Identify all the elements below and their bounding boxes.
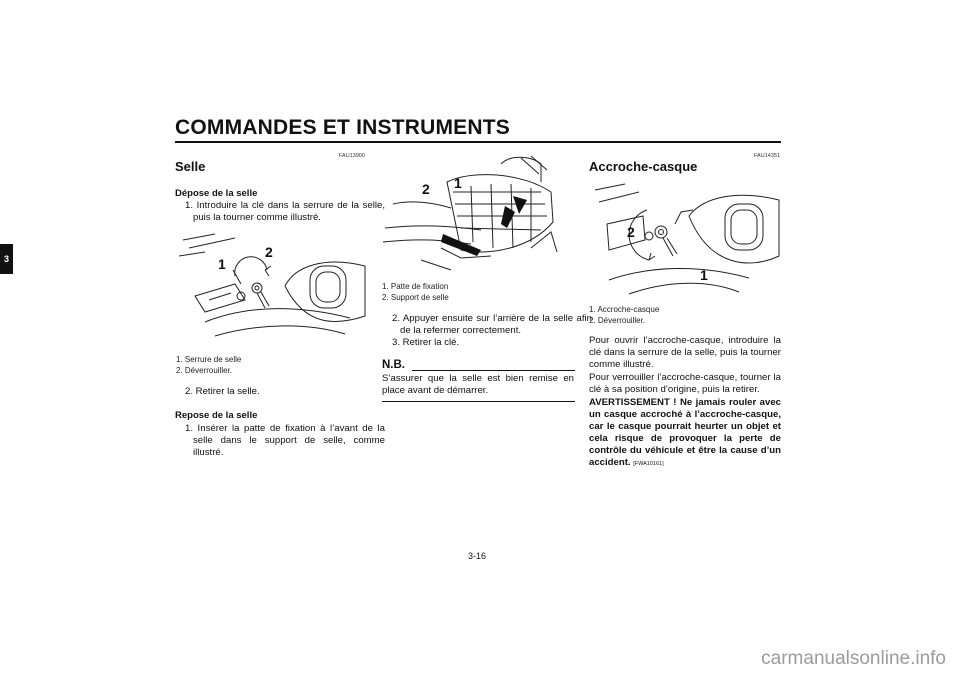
subheading-repose: Repose de la selle <box>175 410 258 421</box>
fig2-label-2: 2 <box>422 181 430 197</box>
helmet-para-lock: Pour verrouiller l’accroche-casque, tourner la clé à sa position d’origine, puis la retirer. <box>589 372 781 395</box>
fig1-label-2: 2 <box>265 244 273 260</box>
fig2-caption-1: 1. Patte de fixation <box>382 282 449 291</box>
remove-step-1: 1. Introduire la clé dans la serrure de la selle, puis la tourner comme illustré. <box>185 200 385 223</box>
fig3-label-1: 1 <box>700 267 708 283</box>
warning-code: [FWA10161] <box>633 461 664 467</box>
seat-bracket-illustration <box>381 152 577 276</box>
warning-text <box>589 397 781 470</box>
watermark-link[interactable]: carmanualsonline.info <box>761 648 946 669</box>
install-step-1: 1. Insérer la patte de fixation à l’avant de la selle dans le support de selle, comme illustré. <box>185 423 385 458</box>
nb-title: N.B. <box>382 359 405 371</box>
page-title: COMMANDES ET INSTRUMENTS <box>175 116 510 139</box>
section-code-accroche: FAU14351 <box>754 153 780 159</box>
fig2-label-1: 1 <box>454 175 462 191</box>
nb-bottom-rule <box>382 401 575 402</box>
section-title-selle: Selle <box>175 159 206 174</box>
remove-step-2: 2. Retirer la selle. <box>185 386 260 397</box>
section-code-selle: FAU13900 <box>339 153 365 159</box>
seal-lock-illustration <box>175 226 372 348</box>
nb-top-rule <box>412 370 575 371</box>
chapter-tab: 3 <box>0 244 13 274</box>
fig3-label-2: 2 <box>627 224 635 240</box>
fig2-caption-2: 2. Support de selle <box>382 293 449 302</box>
section-title-accroche: Accroche-casque <box>589 159 698 174</box>
helmet-holder-illustration <box>589 176 784 300</box>
helmet-para-open: Pour ouvrir l’accroche-casque, introduire la clé dans la serrure de la selle, puis la tourner comme illustré. <box>589 335 781 370</box>
warning-body: AVERTISSEMENT ! Ne jamais rouler avec un casque accroché à l’accroche-casque, car le casque pourrait heurter un objet et cela risque de provoquer la perte de contrôle du véhicule et être la cause d’un accident. <box>589 397 781 468</box>
fig1-caption-2: 2. Déverrouiller. <box>176 366 233 375</box>
title-rule <box>175 141 781 143</box>
install-step-3: 3. Retirer la clé. <box>392 337 460 348</box>
fig1-label-1: 1 <box>218 256 226 272</box>
fig3-caption-1: 1. Accroche-casque <box>589 305 660 314</box>
fig1-caption-1: 1. Serrure de selle <box>176 355 242 364</box>
fig3-caption-2: 2. Déverrouiller. <box>589 316 646 325</box>
install-step-2: 2. Appuyer ensuite sur l’arrière de la selle afin de la refermer correctement. <box>392 313 592 336</box>
nb-text: S’assurer que la selle est bien remise en place avant de démarrer. <box>382 373 574 396</box>
subheading-depose: Dépose de la selle <box>175 188 258 199</box>
page-number: 3-16 <box>468 551 487 561</box>
